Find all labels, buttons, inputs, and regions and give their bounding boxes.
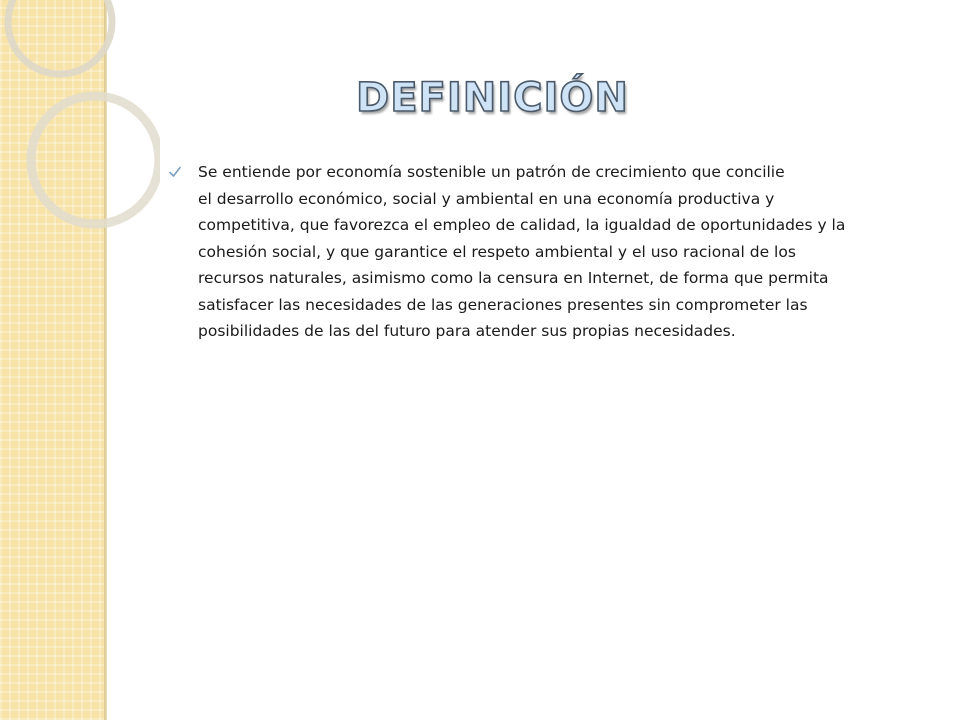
- decorative-ring-middle: [31, 96, 159, 224]
- checkmark-icon: [168, 165, 182, 179]
- bullet-line: cohesión social, y que garantice el respeto ambiental y el uso racional de los: [198, 242, 796, 261]
- bullet-line: posibilidades de las del futuro para atender sus propias necesidades.: [198, 322, 736, 340]
- slide-content: [168, 159, 908, 345]
- bullet-text: [198, 159, 908, 345]
- bullet-line: recursos naturales, asimismo como la censura en Internet, de forma que permita: [198, 269, 829, 287]
- bullet-line: Se entiende por economía sostenible un patrón de crecimiento que concilie: [198, 163, 785, 181]
- decorative-ring-top: [8, 0, 112, 74]
- bullet-line: el desarrollo económico, social y ambiental en una economía productiva y: [198, 189, 775, 208]
- decorative-rings: [0, 0, 160, 240]
- bullet-line: satisfacer las necesidades de las generaciones presentes sin comprometer las: [198, 295, 808, 314]
- slide-title: DEFINICIÓN: [356, 75, 629, 121]
- bullet-item: [168, 159, 908, 345]
- bullet-line: competitiva, que favorezca el empleo de calidad, la igualdad de oportunidades y la: [198, 216, 846, 234]
